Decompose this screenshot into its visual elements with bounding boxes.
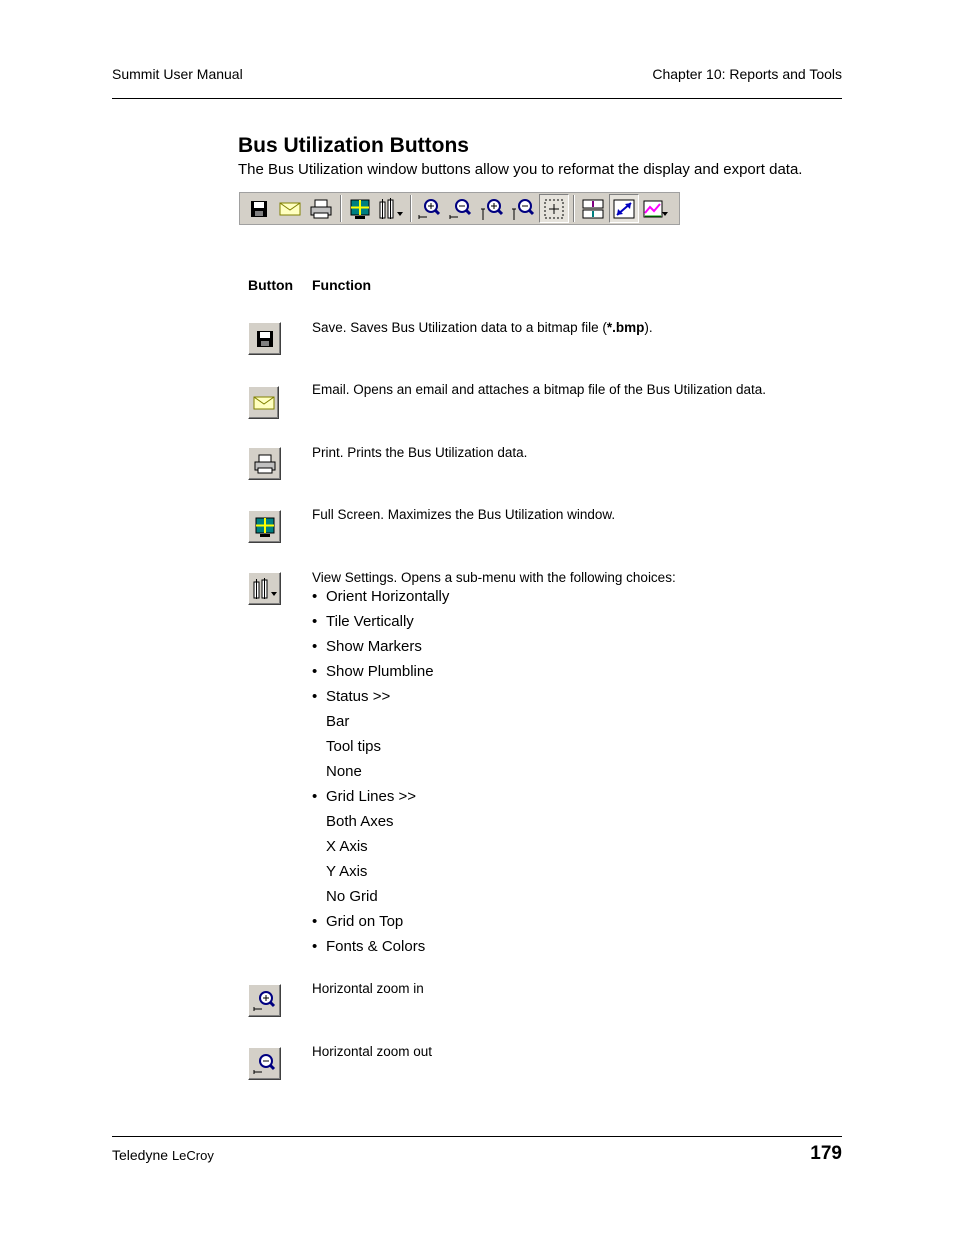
toolbar-full-screen-button[interactable] [345, 194, 375, 223]
page-number: 179 [810, 1143, 842, 1164]
bmp-extension: *.bmp [606, 320, 645, 335]
toolbar-horizontal-zoom-in-button[interactable] [415, 194, 445, 223]
view-settings-choice [312, 636, 449, 661]
horizontal-zoom-in-icon [253, 989, 277, 1013]
toolbar-save-button[interactable] [244, 194, 274, 223]
view-settings-choice [312, 661, 449, 686]
choice-label: Grid on Top [326, 913, 404, 930]
bullet-glyph: • [312, 938, 318, 955]
view-settings-choice [312, 586, 449, 611]
view-settings-button-sample [248, 572, 281, 605]
choice-label: Fonts & Colors [326, 938, 426, 955]
view-settings-icon [252, 578, 278, 600]
bullet-glyph: • [312, 613, 318, 630]
toolbar-chart-options-button[interactable] [640, 194, 670, 223]
section-title: Bus Utilization Buttons [238, 134, 469, 157]
toolbar-vertical-zoom-out-button[interactable] [508, 194, 538, 223]
bullet-glyph: • [312, 688, 318, 705]
save-icon [249, 199, 269, 219]
view-settings-choice [312, 936, 449, 961]
view-settings-choice [312, 886, 449, 911]
horizontal-zoom-in-description: Horizontal zoom in [312, 981, 424, 996]
vertical-zoom-out-icon [511, 197, 535, 221]
choice-label: Grid Lines >> [326, 788, 417, 805]
view-settings-choice [312, 786, 449, 811]
header-rule [112, 98, 842, 99]
toolbar-scale-button[interactable] [609, 194, 639, 223]
tile-icon [581, 198, 605, 220]
toolbar-separator [410, 195, 412, 222]
choice-label: No Grid [326, 888, 378, 905]
view-settings-choice [312, 736, 449, 761]
scale-icon [612, 198, 636, 220]
view-settings-choice [312, 611, 449, 636]
choice-label: Both Axes [326, 813, 394, 830]
section-intro: The Bus Utilization window buttons allow you to reformat the display and export data. [238, 161, 803, 178]
email-description: Email. Opens an email and attaches a bitmap file of the Bus Utilization data. [312, 382, 766, 397]
print-description: Print. Prints the Bus Utilization data. [312, 445, 528, 460]
horizontal-zoom-out-icon [449, 197, 473, 221]
email-icon [253, 395, 275, 411]
crosshair-icon [543, 198, 565, 220]
bullet-glyph: • [312, 638, 318, 655]
column-header-button: Button [248, 277, 294, 293]
view-settings-description: View Settings. Opens a sub-menu with the following choices: [312, 570, 676, 585]
view-settings-choice [312, 761, 449, 786]
view-settings-choice [312, 836, 449, 861]
bullet-glyph: • [312, 663, 318, 680]
running-header-title: Summit User Manual [112, 66, 243, 82]
view-settings-choice [312, 911, 449, 936]
bus-utilization-toolbar [239, 192, 680, 225]
choice-label: Status >> [326, 688, 391, 705]
horizontal-zoom-out-description: Horizontal zoom out [312, 1044, 433, 1059]
choice-label: X Axis [326, 838, 368, 855]
choice-label: Y Axis [326, 863, 368, 880]
view-settings-choices-list [312, 586, 449, 961]
toolbar-print-button[interactable] [306, 194, 336, 223]
full-screen-icon [349, 198, 371, 220]
full-screen-description: Full Screen. Maximizes the Bus Utilization window. [312, 507, 616, 522]
choice-label: Orient Horizontally [326, 588, 450, 605]
print-icon [254, 454, 276, 474]
email-icon [279, 201, 301, 217]
view-settings-icon [378, 198, 404, 220]
toolbar-horizontal-zoom-out-button[interactable] [446, 194, 476, 223]
horizontal-zoom-in-icon [418, 197, 442, 221]
bullet-glyph: • [312, 788, 318, 805]
running-header-chapter: Chapter 10: Reports and Tools [652, 66, 842, 82]
footer-company: Teledyne LeCroy [112, 1147, 214, 1163]
view-settings-choice [312, 861, 449, 886]
choice-label: Tool tips [326, 738, 382, 755]
toolbar-crosshair-button[interactable] [539, 194, 569, 223]
toolbar-view-settings-button[interactable] [376, 194, 406, 223]
footer-rule [112, 1136, 842, 1137]
horizontal-zoom-in-button-sample [248, 984, 281, 1017]
bullet-glyph: • [312, 588, 318, 605]
save-description: Save. Saves Bus Utilization data to a bitmap file (*.bmp). [312, 320, 653, 335]
choice-label: Tile Vertically [326, 613, 414, 630]
view-settings-choice [312, 686, 449, 711]
full-screen-icon [254, 516, 276, 538]
toolbar-separator [340, 195, 342, 222]
choice-label: None [326, 763, 362, 780]
toolbar-separator [573, 195, 575, 222]
save-button-sample [248, 322, 281, 355]
email-button-sample [248, 386, 279, 419]
print-button-sample [248, 447, 281, 480]
toolbar-tile-button[interactable] [578, 194, 608, 223]
view-settings-choice [312, 711, 449, 736]
view-settings-choice [312, 811, 449, 836]
horizontal-zoom-out-icon [253, 1052, 277, 1076]
toolbar-email-button[interactable] [275, 194, 305, 223]
vertical-zoom-in-icon [480, 197, 504, 221]
full-screen-button-sample [248, 510, 281, 543]
bullet-glyph: • [312, 913, 318, 930]
choice-label: Bar [326, 713, 350, 730]
choice-label: Show Markers [326, 638, 422, 655]
column-header-function: Function [312, 277, 372, 293]
choice-label: Show Plumbline [326, 663, 434, 680]
chart-options-icon [642, 198, 668, 220]
toolbar-vertical-zoom-in-button[interactable] [477, 194, 507, 223]
save-icon [255, 329, 275, 349]
print-icon [310, 199, 332, 219]
horizontal-zoom-out-button-sample [248, 1047, 281, 1080]
